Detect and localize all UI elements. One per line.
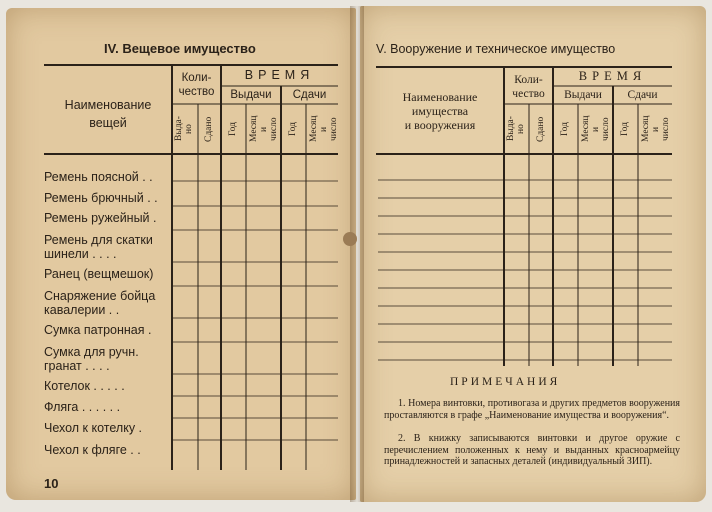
item-label: Чехол к фляге . .	[44, 443, 141, 457]
item-label: Сумка патронная .	[44, 323, 152, 337]
right-vert-issued: Выда- но	[506, 116, 526, 142]
right-section-title: V. Вооружение и техническое имущество	[376, 42, 616, 56]
item-label: Снаряжение бойца кавалерии . .	[44, 289, 156, 317]
right-vert-returned: Сдано	[536, 116, 546, 142]
item-label: Ремень ружейный .	[44, 211, 157, 225]
item-label: Сумка для ручн. гранат . . . .	[44, 345, 139, 373]
item-label: Ремень брючный . .	[44, 191, 158, 205]
item-label: Котелок . . . . .	[44, 379, 125, 393]
left-vert-returned: Сдано	[204, 116, 214, 142]
right-vert-year-return: Год	[620, 122, 630, 136]
note-2: 2. В книжку записываются винтовки и другое оружие с перечислением положенных к нему и выданных красноармейцу принадлежностей и запасных деталей (индивидуальный ЗИП).	[384, 433, 680, 468]
left-vert-year-issue: Год	[228, 122, 238, 136]
left-vert-year-return: Год	[288, 122, 298, 136]
left-header-issue: Выдачи	[230, 89, 272, 101]
left-vert-month-return: Месяц и число	[309, 115, 339, 143]
right-vert-year-issue: Год	[560, 122, 570, 136]
item-label: Ремень для скатки шинели . . . .	[44, 233, 153, 261]
left-header-return: Сдачи	[292, 89, 327, 101]
page-number: 10	[44, 476, 59, 491]
right-header-issue: Выдачи	[564, 89, 602, 101]
right-vert-month-return: Месяц и число	[641, 115, 671, 143]
right-vert-month-issue: Месяц и число	[581, 115, 611, 143]
notes-title: ПРИМЕЧАНИЯ	[450, 376, 561, 388]
right-header-return: Сдачи	[627, 89, 658, 101]
item-label: Чехол к котелку .	[44, 421, 143, 435]
left-header-name: Наименование вещей	[64, 98, 152, 130]
left-section-title: IV. Вещевое имущество	[104, 41, 256, 56]
item-label: Ремень поясной . .	[44, 170, 153, 184]
left-header-time: ВРЕМЯ	[244, 68, 315, 82]
note-1: 1. Номера винтовки, противогаза и других предметов вооружения проставляются в графе „Наименование имущества и вооружения“.	[384, 398, 680, 421]
item-label: Ранец (вещмешок)	[44, 267, 154, 281]
left-header-qty: Коли- чество	[178, 72, 215, 98]
left-vert-month-issue: Месяц и число	[249, 115, 279, 143]
right-header-time: ВРЕМЯ	[578, 69, 647, 83]
left-vert-issued: Выда- но	[174, 116, 194, 142]
right-header-name: Наименование имущества и вооружения	[402, 90, 478, 132]
right-header-qty: Коли- чество	[512, 74, 545, 100]
item-label: Фляга . . . . . .	[44, 400, 121, 414]
